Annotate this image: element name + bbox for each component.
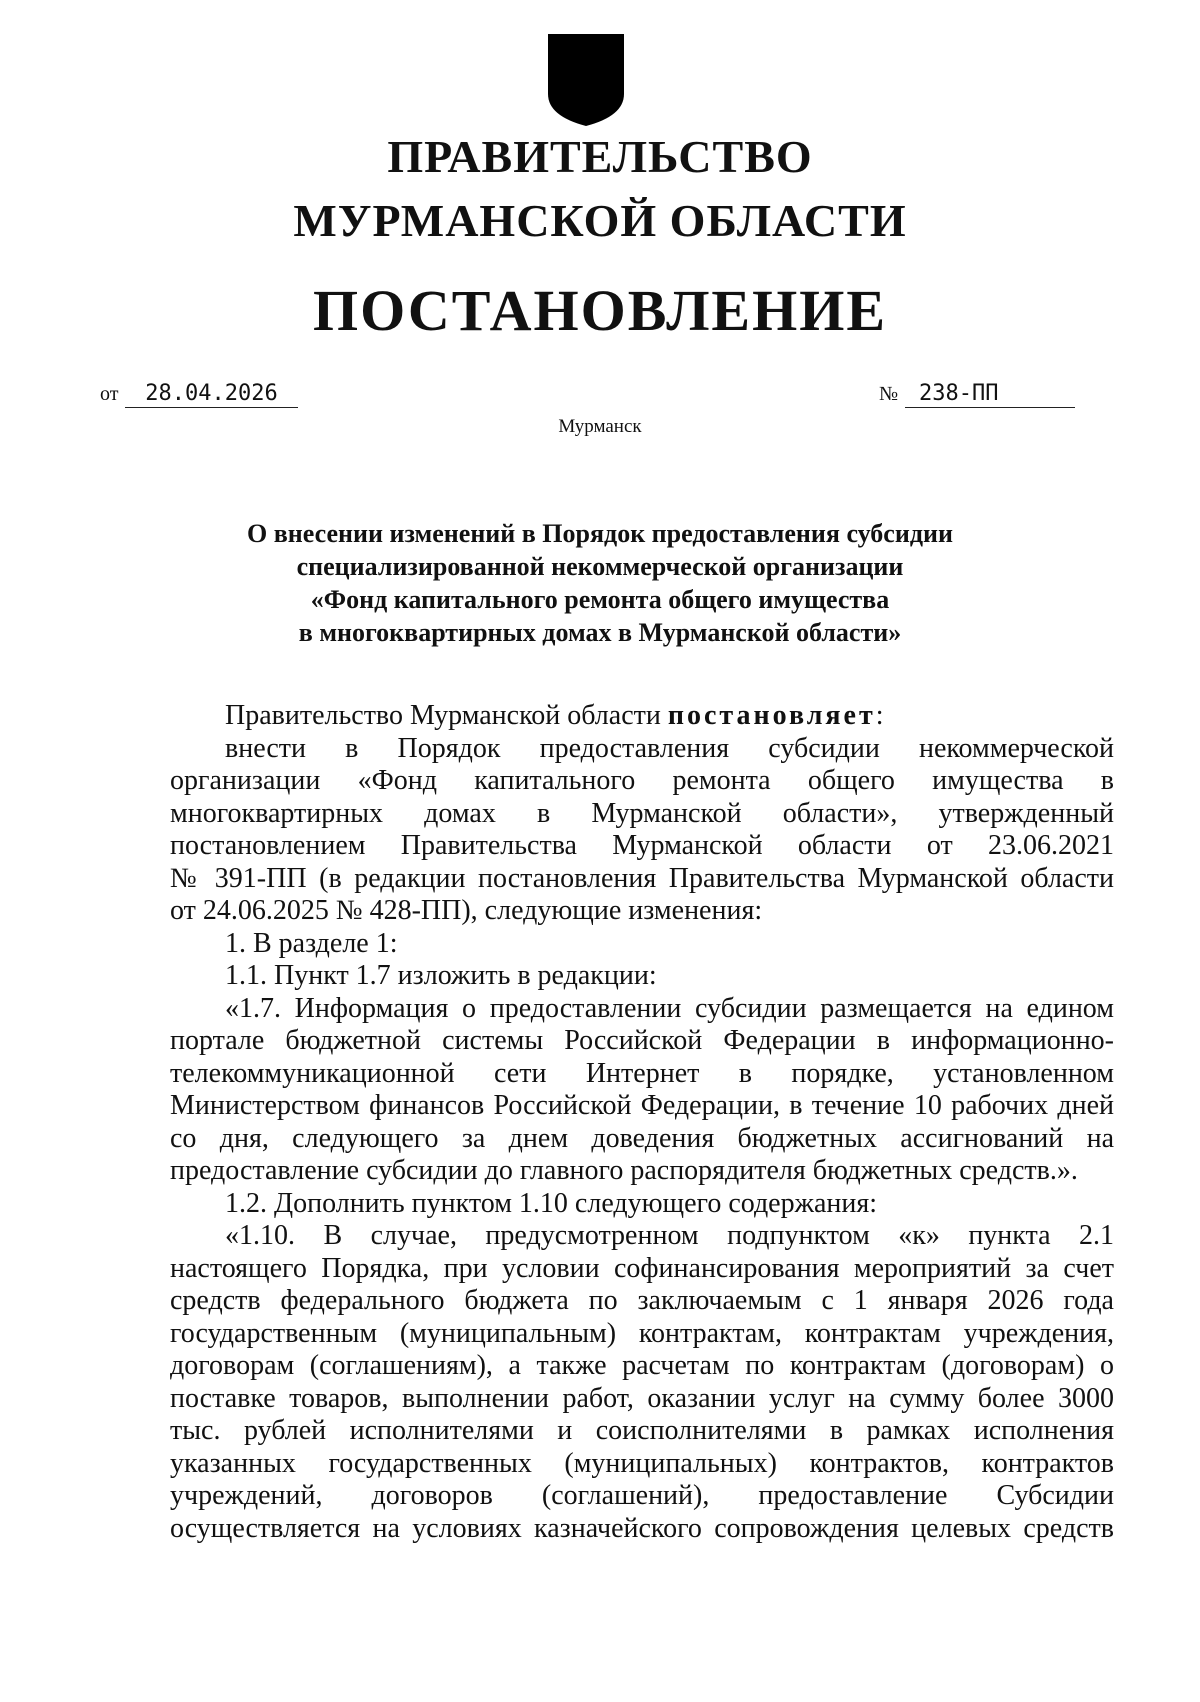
- subject-line: в многоквартирных домах в Мурманской области»: [298, 618, 902, 647]
- coat-of-arms-emblem: [546, 32, 626, 128]
- body-line: средств федерального бюджета по заключаемым с 1 января 2026 года: [170, 1285, 1114, 1316]
- body-line: поставке товаров, выполнении работ, оказании услуг на сумму более 3000: [170, 1382, 1114, 1414]
- document-date: 28.04.2026: [125, 381, 298, 408]
- body-line: телекоммуникационной сети Интернет в порядке, установленном: [170, 1057, 1114, 1089]
- subject-line: «Фонд капитального ремонта общего имущества: [310, 585, 890, 614]
- date-prefix: от: [100, 383, 119, 405]
- body-intro: [170, 700, 1114, 733]
- body-line: многоквартирных домах в Мурманской области», утвержденный: [170, 797, 1114, 829]
- body-line: Министерством финансов Российской Федерации, в течение 10 рабочих дней: [170, 1090, 1114, 1121]
- document-type-title: ПОСТАНОВЛЕНИЕ: [312, 278, 888, 343]
- city-name: Мурманск: [558, 416, 642, 437]
- number-prefix: №: [879, 383, 899, 405]
- subject-line: специализированной некоммерческой организации: [296, 552, 904, 581]
- body-line: 1.1. Пункт 1.7 изложить в редакции:: [225, 960, 657, 991]
- body-line: тыс. рублей исполнителями и соисполнителями в рамках исполнения: [170, 1415, 1114, 1446]
- shield-icon: [546, 32, 626, 128]
- body-line: 1.2. Дополнить пунктом 1.10 следующего содержания:: [225, 1187, 878, 1219]
- body-line: учреждений, договоров (соглашений), предоставление Субсидии: [170, 1480, 1114, 1511]
- body-line: организации «Фонд капитального ремонта общего имущества в: [170, 765, 1114, 796]
- body-line: 1. В разделе 1:: [225, 927, 398, 959]
- body-line: настоящего Порядка, при условии софинансирования мероприятий за счет: [170, 1252, 1114, 1284]
- body-line: со дня, следующего за днем доведения бюджетных ассигнований на: [170, 1122, 1114, 1154]
- intro-text: Правительство Мурманской области: [225, 700, 668, 731]
- body-line: постановлением Правительства Мурманской области от 23.06.2021: [170, 830, 1114, 861]
- document-subject: [150, 517, 1050, 649]
- intro-colon: :: [875, 700, 884, 731]
- body-line: № 391-ПП (в редакции постановления Правительства Мурманской области: [170, 862, 1114, 894]
- body-line: осуществляется на условиях казначейского сопровождения целевых средств: [170, 1512, 1114, 1544]
- org-name-line2: МУРМАНСКОЙ ОБЛАСТИ: [293, 195, 907, 246]
- org-name-line1: ПРАВИТЕЛЬСТВО: [387, 131, 813, 182]
- subject-line: О внесении изменений в Порядок предоставления субсидии: [247, 519, 953, 548]
- body-line: «1.7. Информация о предоставлении субсидии размещается на едином: [225, 992, 1114, 1024]
- body-line: указанных государственных (муниципальных) контрактов, контрактов: [170, 1447, 1114, 1479]
- body-line: от 24.06.2025 № 428-ПП), следующие изменения:: [170, 895, 763, 926]
- document-body: [170, 700, 1114, 1545]
- body-line: государственным (муниципальным) контрактам, контрактам учреждения,: [170, 1317, 1114, 1349]
- body-line: портале бюджетной системы Российской Федерации в информационно-: [170, 1025, 1114, 1056]
- document-number: 238-ПП: [905, 381, 1075, 408]
- body-line: предоставление субсидии до главного распорядителя бюджетных средств.».: [170, 1155, 1078, 1186]
- body-line: договорам (соглашениям), а также расчетам по контрактам (договорам) о: [170, 1350, 1114, 1381]
- intro-keyword: постановляет: [667, 700, 876, 731]
- body-line: «1.10. В случае, предусмотренном подпунктом «к» пункта 2.1: [225, 1220, 1114, 1251]
- body-line: внести в Порядок предоставления субсидии некоммерческой: [225, 732, 1114, 764]
